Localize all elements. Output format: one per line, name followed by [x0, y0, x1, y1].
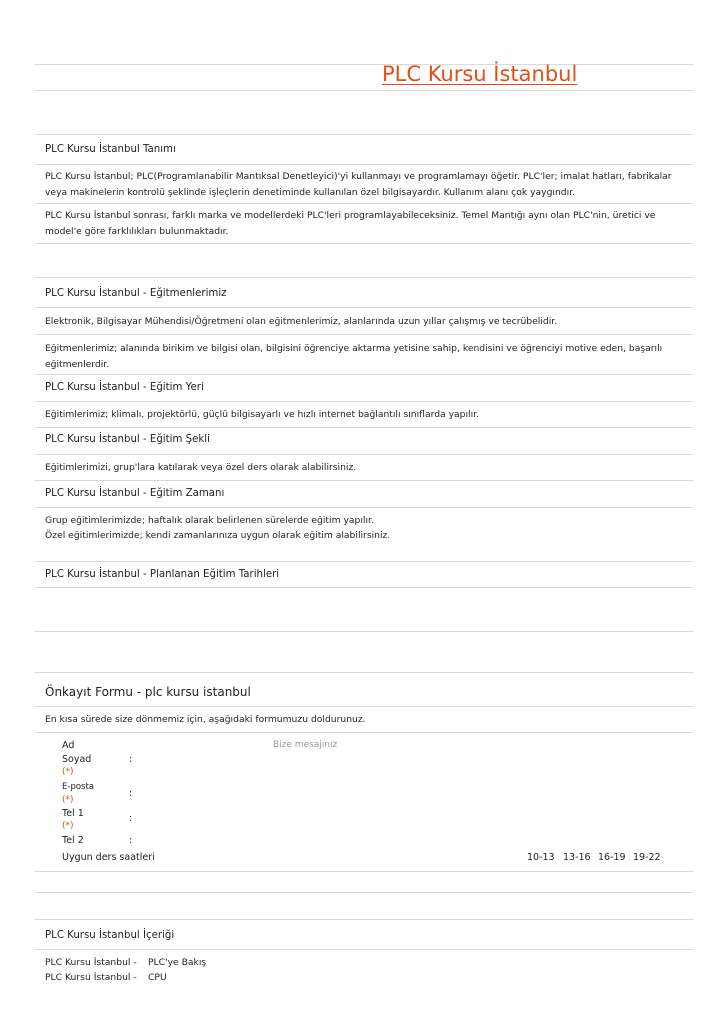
hour-option-10-13[interactable]: 10-13: [527, 852, 555, 863]
divider: [35, 427, 693, 428]
divider: [35, 307, 693, 308]
icerik-row-topic: PLC'ye Bakış: [148, 957, 207, 968]
form-title: Önkayıt Formu - plc kursu istanbul: [45, 685, 251, 699]
zaman-line-1: Grup eğitimlerimizde; haftalık olarak belirlenen sürelerde eğitim yapılır.: [45, 515, 374, 526]
yer-paragraph: Eğitimlerimiz; klimalı, projektörlü, güçlü bilgisayarlı ve hızlı internet bağlantılı sınıflarda yapılır.: [45, 409, 479, 420]
divider: [35, 164, 693, 165]
section-title-zaman: PLC Kursu İstanbul - Eğitim Zamanı: [45, 488, 225, 499]
colon: :: [129, 788, 133, 799]
hour-option-16-19[interactable]: 16-19: [598, 852, 626, 863]
label-tel1: Tel 1: [62, 808, 84, 819]
divider: [35, 706, 693, 707]
divider: [35, 243, 693, 244]
required-mark: (*): [62, 795, 74, 805]
hour-option-13-16[interactable]: 13-16: [563, 852, 591, 863]
tanim-paragraph-2-line-1: PLC Kursu İstanbul sonrası, farklı marka ve modellerdeki PLC'leri programlayabileceksiniz. Temel Mantığı aynı olan PLC'nin, üretici ve: [45, 210, 656, 221]
tanim-paragraph-1-line-2: veya makinelerin kontrolü şeklinde işleçlerin denetiminde kullanılan özel bilgisayardır. Kullanım alanı çok yaygındır.: [45, 187, 576, 198]
tanim-paragraph-2-line-2: model'e göre farklılıkları bulunmaktadır.: [45, 226, 229, 237]
divider: [35, 64, 693, 65]
sekil-paragraph: Eğitimlerimizi, grup'lara katılarak veya özel ders olarak alabilirsiniz.: [45, 462, 357, 473]
label-ad: Ad: [62, 740, 75, 751]
colon: :: [129, 813, 133, 824]
section-title-icerik: PLC Kursu İstanbul İçeriği: [45, 930, 175, 941]
label-hours: Uygun ders saatleri: [62, 852, 155, 863]
divider: [35, 587, 693, 588]
egitmen-paragraph-2-line-1: Eğitmenlerimiz; alanında birikim ve bilgisi olan, bilgisini öğrenciye aktarma yetisine sahip, kendisini ve öğrenciyi motive eden, başarılı: [45, 343, 663, 354]
divider: [35, 949, 693, 950]
site-title-link[interactable]: PLC Kursu İstanbul: [382, 62, 578, 86]
section-title-tanim: PLC Kursu İstanbul Tanımı: [45, 144, 176, 155]
divider: [35, 134, 693, 135]
section-title-yer: PLC Kursu İstanbul - Eğitim Yeri: [45, 382, 204, 393]
colon: :: [129, 835, 133, 846]
empty-band: [35, 631, 693, 673]
divider: [35, 454, 693, 455]
divider: [35, 90, 693, 91]
divider: [35, 203, 693, 204]
zaman-line-2: Özel eğitimlerimizde; kendi zamanlarınıza uygun olarak eğitim alabilirsiniz.: [45, 530, 391, 541]
icerik-row-topic: CPU: [148, 972, 167, 983]
form-footer-band: [35, 871, 693, 893]
required-mark: (*): [62, 767, 74, 777]
divider: [35, 732, 693, 733]
form-intro: En kısa sürede size dönmemiz için, aşağıdaki formumuzu doldurunuz.: [45, 714, 366, 725]
divider: [35, 919, 693, 920]
label-eposta: E-posta: [62, 782, 95, 792]
icerik-row-label: PLC Kursu İstanbul -: [45, 972, 137, 983]
required-mark: (*): [62, 821, 74, 831]
divider: [35, 480, 693, 481]
icerik-row-label: PLC Kursu İstanbul -: [45, 957, 137, 968]
section-title-egitmen: PLC Kursu İstanbul - Eğitmenlerimiz: [45, 288, 227, 299]
egitmen-paragraph-1: Elektronik, Bilgisayar Mühendisi/Öğretmeni olan eğitmenlerimiz, alanlarında uzun yıllar çalışmış ve tecrübelidir.: [45, 316, 558, 327]
divider: [35, 277, 693, 278]
divider: [35, 334, 693, 335]
hour-option-19-22[interactable]: 19-22: [633, 852, 661, 863]
divider: [35, 507, 693, 508]
divider: [35, 401, 693, 402]
section-title-sekil: PLC Kursu İstanbul - Eğitim Şekli: [45, 434, 210, 445]
egitmen-paragraph-2-line-2: eğitmenlerdir.: [45, 359, 110, 370]
label-tel2: Tel 2: [62, 835, 84, 846]
message-label: Bize mesajınız: [273, 740, 338, 750]
label-soyad: Soyad: [62, 754, 92, 765]
divider: [35, 561, 693, 562]
divider: [35, 374, 693, 375]
colon: :: [129, 754, 133, 765]
tanim-paragraph-1-line-1: PLC Kursu İstanbul; PLC(Programlanabilir Mantıksal Denetleyici)'yi kullanmayı ve programlamayı öğetir. PLC'ler; imalat hatları, fabrikalar: [45, 171, 672, 182]
section-title-tarihler: PLC Kursu İstanbul - Planlanan Eğitim Tarihleri: [45, 569, 280, 580]
